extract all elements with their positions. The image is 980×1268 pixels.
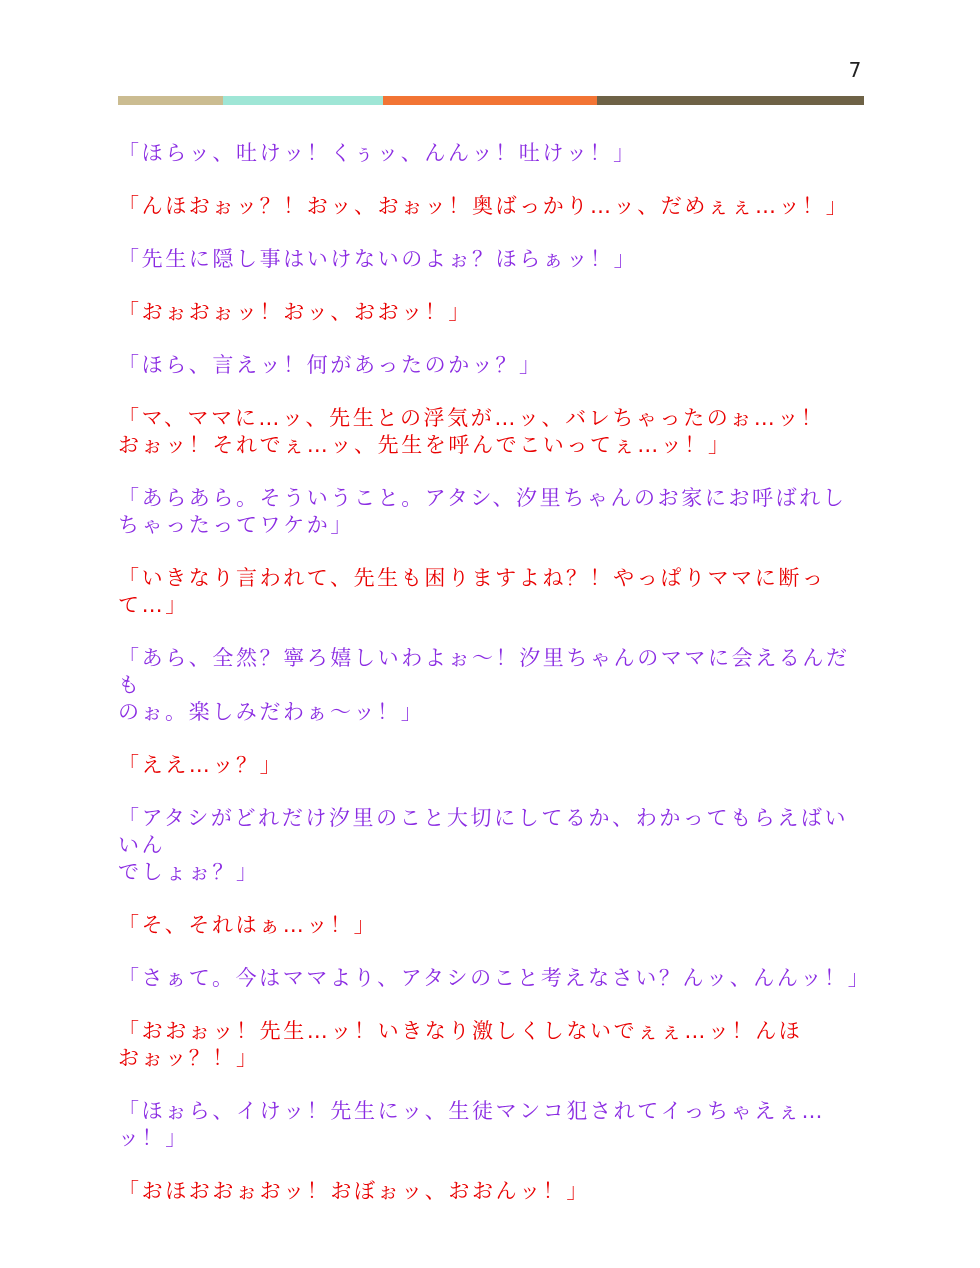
header-color-rule <box>118 96 864 105</box>
dialogue-line: 「ほぉら、イけッ！先生にッ、生徒マンコ犯されてイっちゃえぇ…ッ！」 <box>118 1099 826 1150</box>
dialogue-line: 「おほおおぉおッ！おぼぉッ、おおんッ！」 <box>118 1179 590 1203</box>
dialogue-line: 「さぁて。今はママより、アタシのこと考えなさい？んッ、んんッ！」 <box>118 966 872 990</box>
dialogue-line: 「んほおぉッ？！おッ、おぉッ！奥ばっかり…ッ、だめぇぇ…ッ！」 <box>118 194 850 218</box>
dialogue-line: 「先生に隠し事はいけないのよぉ？ほらぁッ！」 <box>118 247 638 271</box>
dialogue-line: 「そ、それはぁ…ッ！」 <box>118 913 378 937</box>
dialogue-line: 「おおぉッ！先生…ッ！いきなり激しくしないでぇぇ…ッ！んほ おぉッ？！」 <box>118 1019 803 1070</box>
rule-segment-tan <box>118 96 223 105</box>
dialogue-line: 「おぉおぉッ！おッ、おおッ！」 <box>118 300 472 324</box>
dialogue-line: 「アタシがどれだけ汐里のこと大切にしてるか、わかってもらえばいいん でしょぉ？」 <box>118 806 849 884</box>
dialogue-body <box>118 140 872 1231</box>
page-number: 7 <box>848 58 862 82</box>
dialogue-line: 「あら、全然？寧ろ嬉しいわよぉ～！汐里ちゃんのママに会えるんだも のぉ。楽しみだわぁ～ッ！」 <box>118 646 850 724</box>
dialogue-line: 「ほら、言えッ！何があったのかッ？」 <box>118 353 543 377</box>
rule-segment-orange <box>383 96 597 105</box>
dialogue-line: 「いきなり言われて、先生も困りますよね？！やっぱりママに断って…」 <box>118 566 826 617</box>
rule-segment-brown <box>597 96 864 105</box>
dialogue-line: 「ほらッ、吐けッ！くぅッ、んんッ！吐けッ！」 <box>118 141 637 165</box>
rule-segment-aqua <box>223 96 383 105</box>
dialogue-line: 「ええ…ッ？」 <box>118 753 284 777</box>
dialogue-line: 「あらあら。そういうこと。アタシ、汐里ちゃんのお家にお呼ばれし ちゃったってワケか」 <box>118 486 847 537</box>
dialogue-line: 「マ、ママに…ッ、先生との浮気が…ッ、バレちゃったのぉ…ッ！ おぉッ！それでぇ…ッ、先生を呼んでこいってぇ…ッ！」 <box>118 406 825 457</box>
